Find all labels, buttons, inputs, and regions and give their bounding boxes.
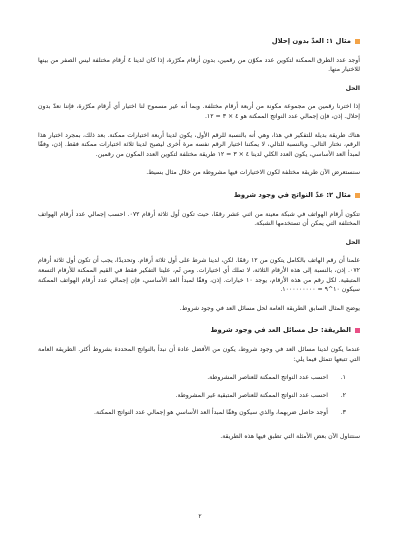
step-number: ١. — [340, 374, 346, 382]
step-text: احسب عدد النواتج الممكنة للعناصر المتبقية غير المشروطة. — [175, 391, 328, 399]
step-text: أوجد حاصل ضربهما، والذي سيكون وفقًا لمبدأ العد الأساسي هو إجمالي عدد النواتج الممكنة. — [94, 409, 328, 417]
list-item — [38, 373, 346, 383]
strategy-title: الطريقة: حل مسائل العد في وجود شروط — [210, 326, 351, 335]
example2-question: تتكون أرقام الهواتف في شبكة معينة من اثني عشر رقمًا، حيث تكون أول ثلاثة أرقام ٠٧٢. احسب إجمالي عدد أرقام الهواتف المختلفة التي يمكن أن تستخدمها الشبكة. — [38, 210, 360, 228]
list-item — [38, 391, 346, 401]
example1-heading — [38, 36, 360, 47]
example2-solution-p2: يوضح المثال السابق الطريقة العامة لحل مسائل العد في وجود شروط. — [179, 304, 360, 312]
example1-solution-label: الحل — [345, 84, 360, 92]
square-bullet-icon — [355, 193, 360, 198]
strategy-outro: سنتناول الآن بعض الأمثلة التي تطبق فيها هذه الطريقة. — [220, 433, 360, 440]
square-bullet-icon — [355, 39, 360, 44]
list-item — [38, 408, 346, 418]
example1-solution-p3: سنستعرض الآن طريقة مختلفة لكون الاختيارات فيها مشروطة من خلال مثال بسيط. — [146, 169, 360, 177]
page-number: ٢ — [198, 512, 202, 520]
example1-solution-p1: إذا اخترنا رقمين من مجموعة مكونة من أربعة أرقام مختلفة. وبما أنه غير مسموح لنا اختيار أي أرقام مكرّرة، فإننا نعدّ بدون إحلال. إذن، فإن إجمالي عدد النواتج الممكنة هو ٤ × ٣ = ١٢. — [38, 103, 360, 120]
step-number: ٢. — [340, 391, 346, 399]
example2-heading — [38, 190, 360, 201]
example1-solution-p2: هناك طريقة بديلة للتفكير في هذا، وهي أنه بالنسبة للرقم الأول، يكون لدينا أربعة اختيارات ممكنة. بعد ذلك، بمجرد اختيار هذا الرقم، نختار التالي. وبالنسبة للتالي، لا يمكننا اختيار الرقم نفسه مرة أخرى ليصبح لدينا ثلاثة اختيارات ممكنة فقط. إذن، وفقًا لمبدأ العد الأساسي، يكون العدد الكلي لدينا ٤ × ٣ = ١٢ طريقة مختلفة لتكوين العدد المكون من رقمين. — [38, 131, 360, 158]
strategy-heading — [38, 325, 360, 336]
strategy-intro: عندما يكون لدينا مسائل العد في وجود شروط، يكون من الأفضل عادة أن نبدأ بالنواتج المحددة بشروط أكثر. الطريقة العامة التي تتبعها تتمثل فيما يلي: — [38, 345, 360, 363]
example1-question: أوجد عدد الطرق الممكنة لتكوين عدد مكوّن من رقمين، بدون أرقام مكرّرة، إذا كان لدينا ٤ أرقام مختلفة ليس الصفر من بينها للاختيار منها. — [38, 56, 360, 74]
example2-solution-label: الحل — [345, 238, 360, 246]
example1-title: مثال ١: العدّ بدون إحلال — [271, 37, 351, 45]
strategy-steps — [38, 373, 360, 418]
example2-title: مثال ٢: عدّ النواتج في وجود شروط — [233, 191, 351, 200]
step-text: احسب عدد النواتج الممكنة للعناصر المشروطة. — [207, 374, 328, 382]
example2-solution-p1: علمنا أن رقم الهاتف بالكامل يتكون من ١٢ رقمًا. لكن، لدينا شرط على أول ثلاثة أرقام. وتحديدًا، يجب أن تكون أول ثلاثة أرقام ٠٧٢. إذن، بالنسبة إلى هذه الأرقام الثلاثة، لا تملك أي اختيارات. ومن ثَم، علينا التفكير فقط في القيم الممكنة للأرقام التسعة المتبقية. لكل رقم من هذه الأرقام، يوجد ١٠ خيارات. إذن، وفقًا لمبدأ العد الأساسي، فإن إجمالي عدد أرقام الهواتف الممكنة سيكون ١٠^٩ = ١٠٠٠٠٠٠٠٠٠. — [38, 257, 361, 294]
step-number: ٣. — [340, 409, 346, 417]
square-bullet-icon — [355, 328, 360, 333]
